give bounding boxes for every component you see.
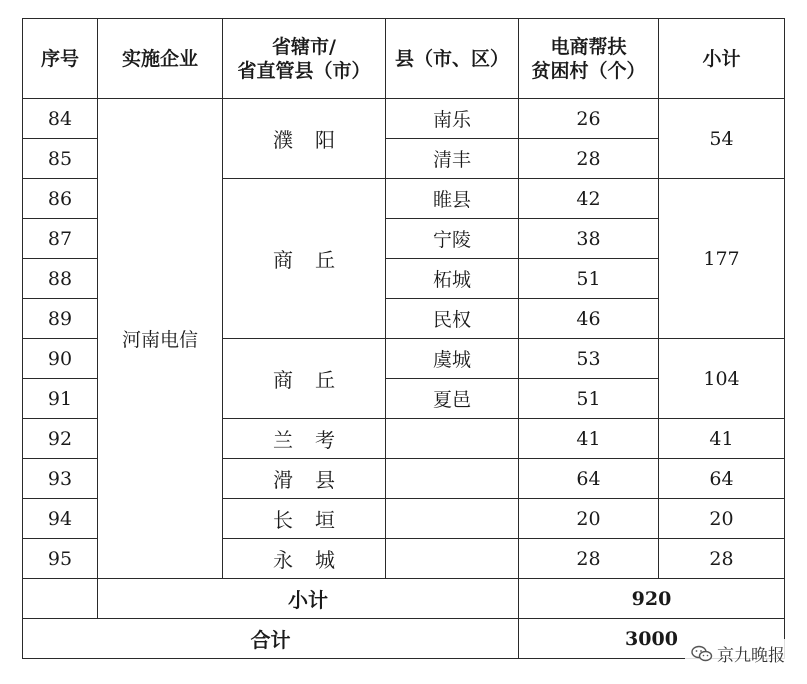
seq-cell: 86 — [23, 179, 98, 219]
villages-cell: 28 — [519, 139, 659, 179]
header-row — [23, 19, 785, 99]
header-company: 实施企业 — [98, 19, 223, 99]
subtotal-cell: 20 — [659, 499, 785, 539]
seq-cell: 88 — [23, 259, 98, 299]
seq-cell: 94 — [23, 499, 98, 539]
seq-cell: 93 — [23, 459, 98, 499]
county-cell — [386, 539, 519, 579]
watermark — [685, 639, 791, 668]
header-villages — [519, 19, 659, 99]
subtotal-cell: 28 — [659, 539, 785, 579]
header-city — [223, 19, 386, 99]
city-cell: 濮阳 — [223, 99, 386, 179]
seq-cell: 89 — [23, 299, 98, 339]
city-cell: 商丘 — [223, 179, 386, 339]
wechat-icon — [691, 645, 713, 663]
total-label: 合计 — [23, 619, 519, 659]
header-city-line1: 省辖市/ — [272, 35, 336, 58]
city-cell: 长垣 — [223, 499, 386, 539]
county-cell — [386, 419, 519, 459]
villages-cell: 38 — [519, 219, 659, 259]
villages-cell: 51 — [519, 379, 659, 419]
city-cell: 兰考 — [223, 419, 386, 459]
company-cell: 河南电信 — [98, 99, 223, 579]
villages-cell: 41 — [519, 419, 659, 459]
seq-cell: 91 — [23, 379, 98, 419]
header-county: 县（市、区） — [386, 19, 519, 99]
subtotal-label: 小计 — [98, 579, 519, 619]
county-cell — [386, 459, 519, 499]
subtotal-cell: 104 — [659, 339, 785, 419]
seq-cell: 95 — [23, 539, 98, 579]
county-cell: 清丰 — [386, 139, 519, 179]
villages-cell: 20 — [519, 499, 659, 539]
county-cell: 宁陵 — [386, 219, 519, 259]
subtotal-cell: 177 — [659, 179, 785, 339]
subtotal-cell: 64 — [659, 459, 785, 499]
seq-cell: 87 — [23, 219, 98, 259]
villages-cell: 46 — [519, 299, 659, 339]
header-subtotal: 小计 — [659, 19, 785, 99]
city-cell: 永城 — [223, 539, 386, 579]
county-cell: 民权 — [386, 299, 519, 339]
villages-cell: 51 — [519, 259, 659, 299]
header-city-line2: 省直管县（市） — [237, 59, 371, 82]
subtotal-value: 920 — [519, 579, 785, 619]
header-villages-line2: 贫困村（个） — [531, 59, 646, 82]
county-cell: 虞城 — [386, 339, 519, 379]
subtotal-empty-cell — [23, 579, 98, 619]
villages-cell: 53 — [519, 339, 659, 379]
table-row — [23, 99, 785, 139]
header-seq: 序号 — [23, 19, 98, 99]
poverty-village-table — [22, 18, 785, 659]
villages-cell: 28 — [519, 539, 659, 579]
villages-cell: 26 — [519, 99, 659, 139]
seq-cell: 85 — [23, 139, 98, 179]
county-cell: 柘城 — [386, 259, 519, 299]
seq-cell: 90 — [23, 339, 98, 379]
county-cell: 南乐 — [386, 99, 519, 139]
subtotal-cell: 41 — [659, 419, 785, 459]
villages-cell: 64 — [519, 459, 659, 499]
total-value: 3000 — [519, 619, 785, 659]
subtotal-row — [23, 579, 785, 619]
city-cell: 滑县 — [223, 459, 386, 499]
seq-cell: 92 — [23, 419, 98, 459]
villages-cell: 42 — [519, 179, 659, 219]
county-cell: 夏邑 — [386, 379, 519, 419]
header-villages-line1: 电商帮扶 — [550, 35, 627, 58]
total-row — [23, 619, 785, 659]
seq-cell: 84 — [23, 99, 98, 139]
city-cell: 商丘 — [223, 339, 386, 419]
subtotal-cell: 54 — [659, 99, 785, 179]
watermark-text: 京九晚报 — [717, 646, 785, 666]
county-cell: 睢县 — [386, 179, 519, 219]
county-cell — [386, 499, 519, 539]
